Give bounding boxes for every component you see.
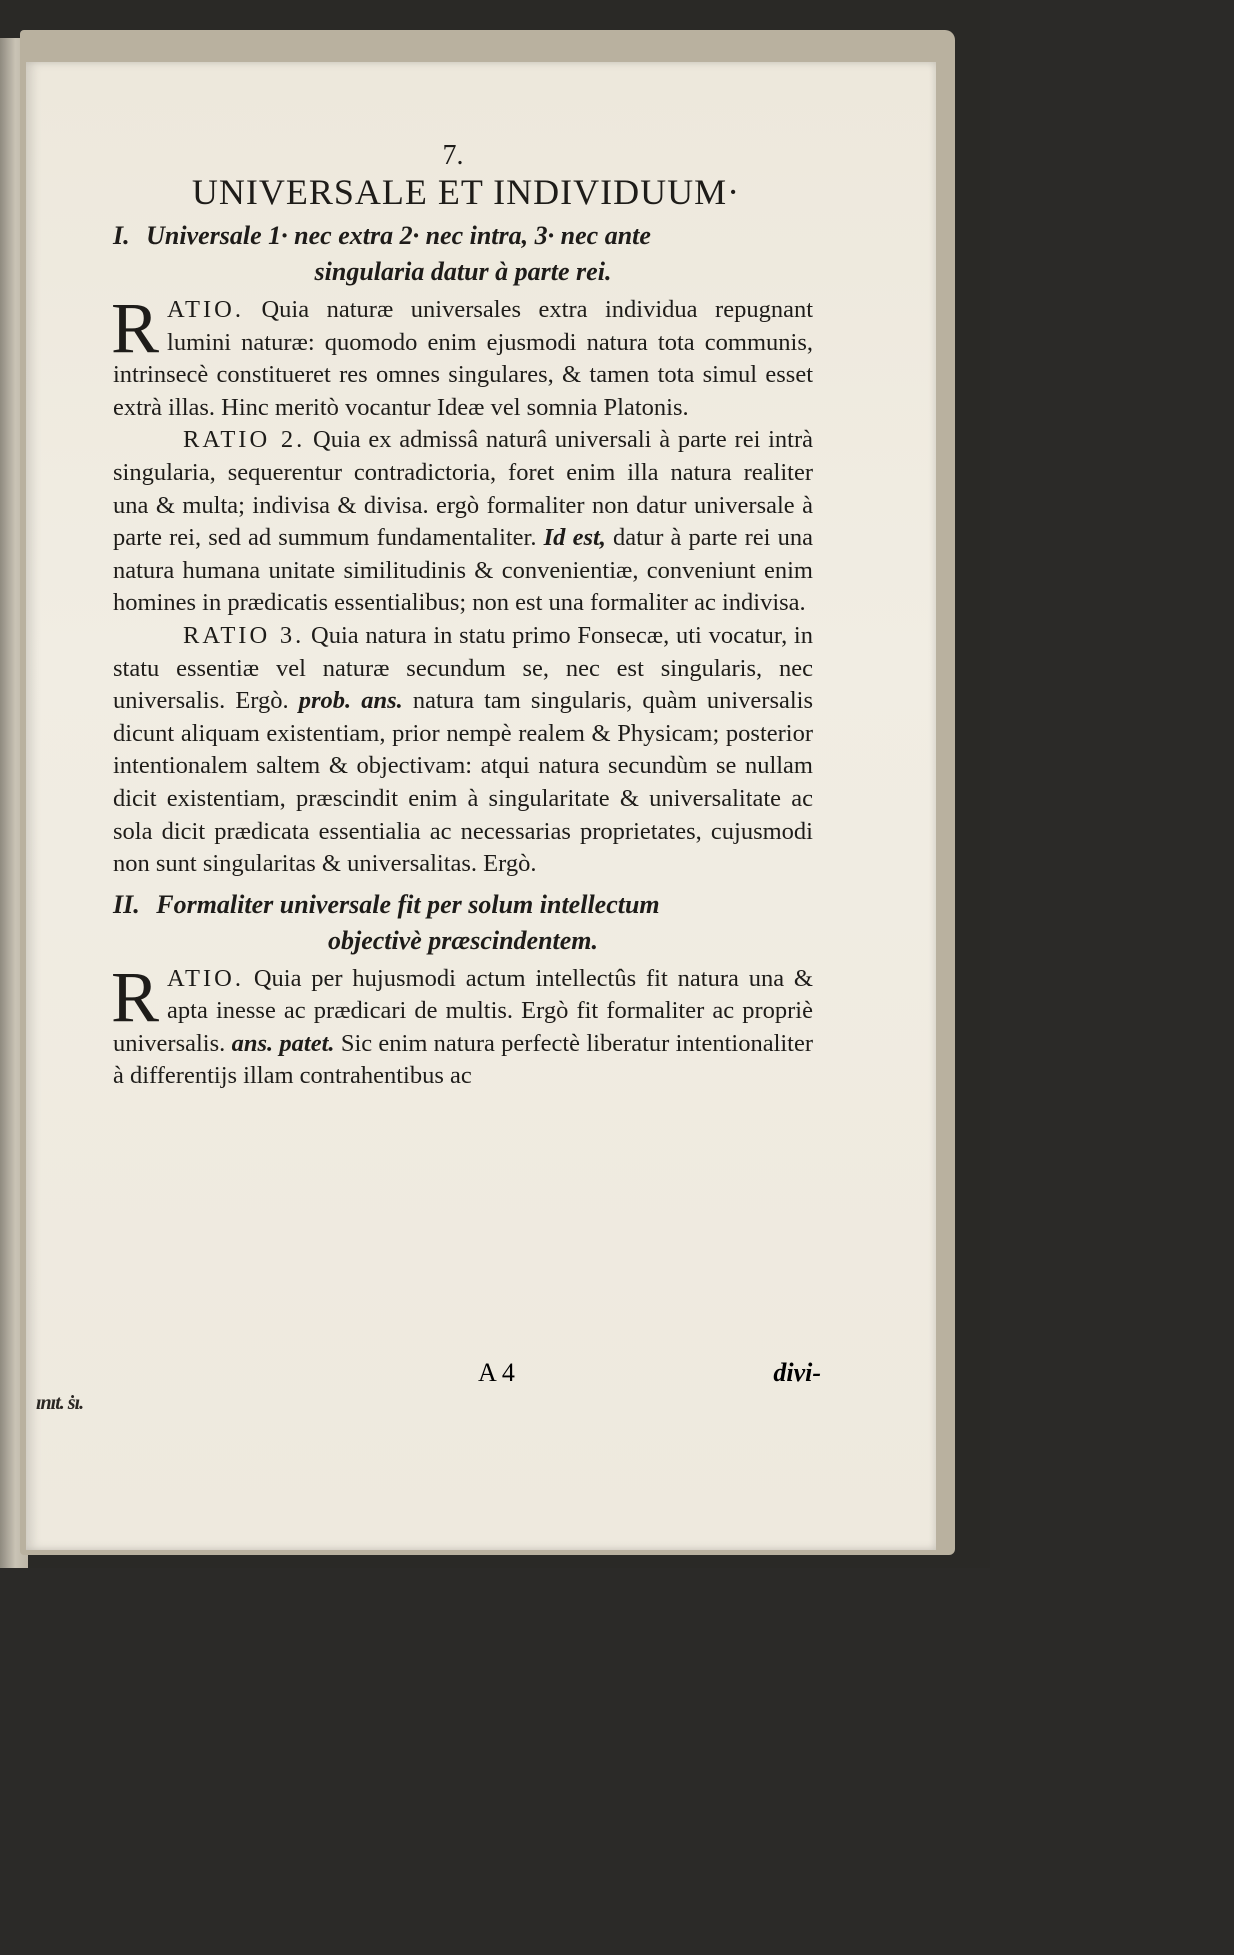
- ratio-two-label: RATIO 2.: [183, 426, 306, 454]
- ratio-four-text-a: Quia per hujusmodi actum intellectûs fit natura una & apta inesse ac prædicari de multis. Ergò fit formaliter ac propriè universalis.: [113, 964, 813, 1057]
- thesis-two-numeral: II.: [113, 889, 140, 919]
- ratio-one-text: Quia naturæ universales extra individua repugnant lumini naturæ: quomodo enim ejusmodi natura tota communis, intrinsecè constitueret res omnes singulares, & tamen tota simul esset extrà illas. Hinc meritò vocantur Ideæ vel somnia Platonis.: [113, 296, 814, 421]
- ratio-three-label: RATIO 3.: [183, 621, 305, 649]
- ratio-two-text-b: datur à parte rei una natura humana unitate similitudinis & convenientiæ, conveniunt enim homines in prædicatis essentialibus; non est una formaliter ac indivisa.: [113, 524, 813, 617]
- thesis-one-numeral: I.: [113, 221, 130, 250]
- page-number: 7.: [442, 140, 464, 171]
- signature-mark: A 4: [478, 1358, 515, 1387]
- ratio-three-text-a: Quia natura in statu primo Fonsecæ, uti vocatur, in statu essentiæ vel naturæ secundum se, nec est singularis, nec universalis. Ergò.: [113, 621, 813, 715]
- prob-ans: prob. ans.: [298, 687, 403, 715]
- thesis-one-line2: singularia datur à parte rei.: [314, 257, 612, 286]
- catchword: divi-: [773, 1358, 821, 1387]
- thesis-one: [113, 218, 813, 290]
- page-title: UNIVERSALE ET INDIVIDUUM·: [191, 172, 741, 212]
- thesis-two-line2: objectivè præscindentem.: [327, 925, 599, 955]
- ratio-three-text-b: natura tam singularis, quàm universalis dicunt aliquam existentiam, prior nempè realem & Physicam; posterior intentionalem saltem & objectivam: atqui natura secundùm se nullam dicit existentiam, præscindit enim à singularitate & universalitate ac sola dicit prædicata essentialia ac necessarias proprietates, cujusmodi non sunt singularitas & universalitas. Ergò.: [113, 687, 814, 878]
- ratio-four-paragraph: [111, 956, 814, 1093]
- thesis-one-line1: Universale 1· nec extra 2· nec intra, 3· nec ante: [146, 221, 651, 250]
- ratio-one-label: ATIO.: [167, 296, 244, 323]
- ans-patet: ans. patet.: [231, 1029, 335, 1057]
- page-text: [113, 140, 813, 1093]
- page-footer: [113, 1358, 821, 1394]
- ratio-three-paragraph: [113, 620, 813, 881]
- ratio-two-paragraph: [113, 424, 813, 620]
- ratio-four-label: ATIO.: [167, 964, 244, 992]
- drop-cap: R: [111, 288, 160, 368]
- drop-cap-two: R: [111, 956, 160, 1037]
- thesis-two: [113, 887, 813, 959]
- ratio-four-text-b: Sic enim natura perfectè liberatur intentionaliter à differentijs illam contrahentibus ac: [113, 1029, 814, 1090]
- library-stamp: ınıt. ṡı.: [36, 1392, 84, 1414]
- ratio-one-paragraph: [111, 288, 814, 424]
- id-est: Id est,: [543, 524, 606, 552]
- ratio-two-text-a: Quia ex admissâ naturâ universali à parte rei intrà singularia, sequerentur contradictoria, foret enim illa natura realiter una & multa; indivisa & divisa. ergò formaliter non datur universale à parte rei, sed ad summum fundamentaliter.: [113, 426, 814, 552]
- thesis-two-line1: Formaliter universale fit per solum intellectum: [156, 889, 660, 919]
